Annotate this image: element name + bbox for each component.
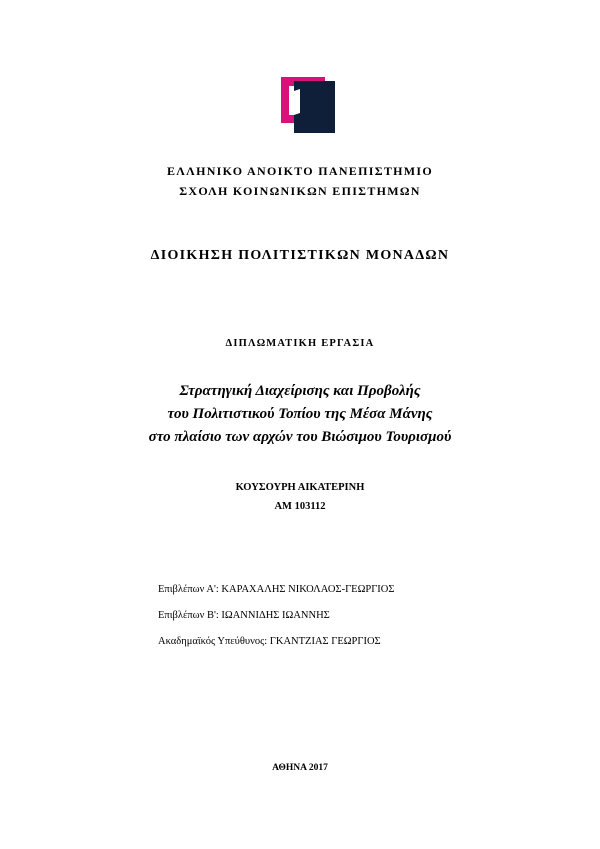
academic-advisor: Ακαδημαϊκός Υπεύθυνος: ΓΚΑΝΤΖΙΑΣ ΓΕΩΡΓΙΟΣ [158,636,381,647]
title-line-3: στο πλαίσιο των αρχών του Βιώσιμου Τουρισμού [148,429,452,445]
supervisors-block [158,577,395,655]
institution-header [0,161,600,201]
author-block [0,478,600,516]
thesis-title [0,380,600,449]
supervisor-a: Επιβλέπων Α': ΚΑΡΑΧΑΛΗΣ ΝΙΚΟΛΑΟΣ-ΓΕΩΡΓΙΟΣ [158,584,395,595]
university-logo-icon [281,77,335,133]
author-name: ΚΟΥΣΟΥΡΗ ΑΙΚΑΤΕΡΙΝΗ [235,482,365,493]
school-name: ΣΧΟΛΗ ΚΟΙΝΩΝΙΚΩΝ ΕΠΙΣΤΗΜΩΝ [179,184,421,198]
supervisor-b: Επιβλέπων Β': ΙΩΑΝΝΙΔΗΣ ΙΩΑΝΝΗΣ [158,610,330,621]
thesis-type: ΔΙΠΛΩΜΑΤΙΚΗ ΕΡΓΑΣΙΑ [225,338,375,349]
title-line-1: Στρατηγική Διαχείρισης και Προβολής [179,383,421,399]
place-and-year: ΑΘΗΝΑ 2017 [272,763,328,773]
university-name: ΕΛΛΗΝΙΚΟ ΑΝΟΙΚΤΟ ΠΑΝΕΠΙΣΤΗΜΙΟ [166,164,434,178]
title-line-2: του Πολιτιστικού Τοπίου της Μέσα Μάνης [167,406,433,422]
student-id: ΑΜ 103112 [274,501,326,512]
program-name: ΔΙΟΙΚΗΣΗ ΠΟΛΙΤΙΣΤΙΚΩΝ ΜΟΝΑΔΩΝ [150,248,450,263]
